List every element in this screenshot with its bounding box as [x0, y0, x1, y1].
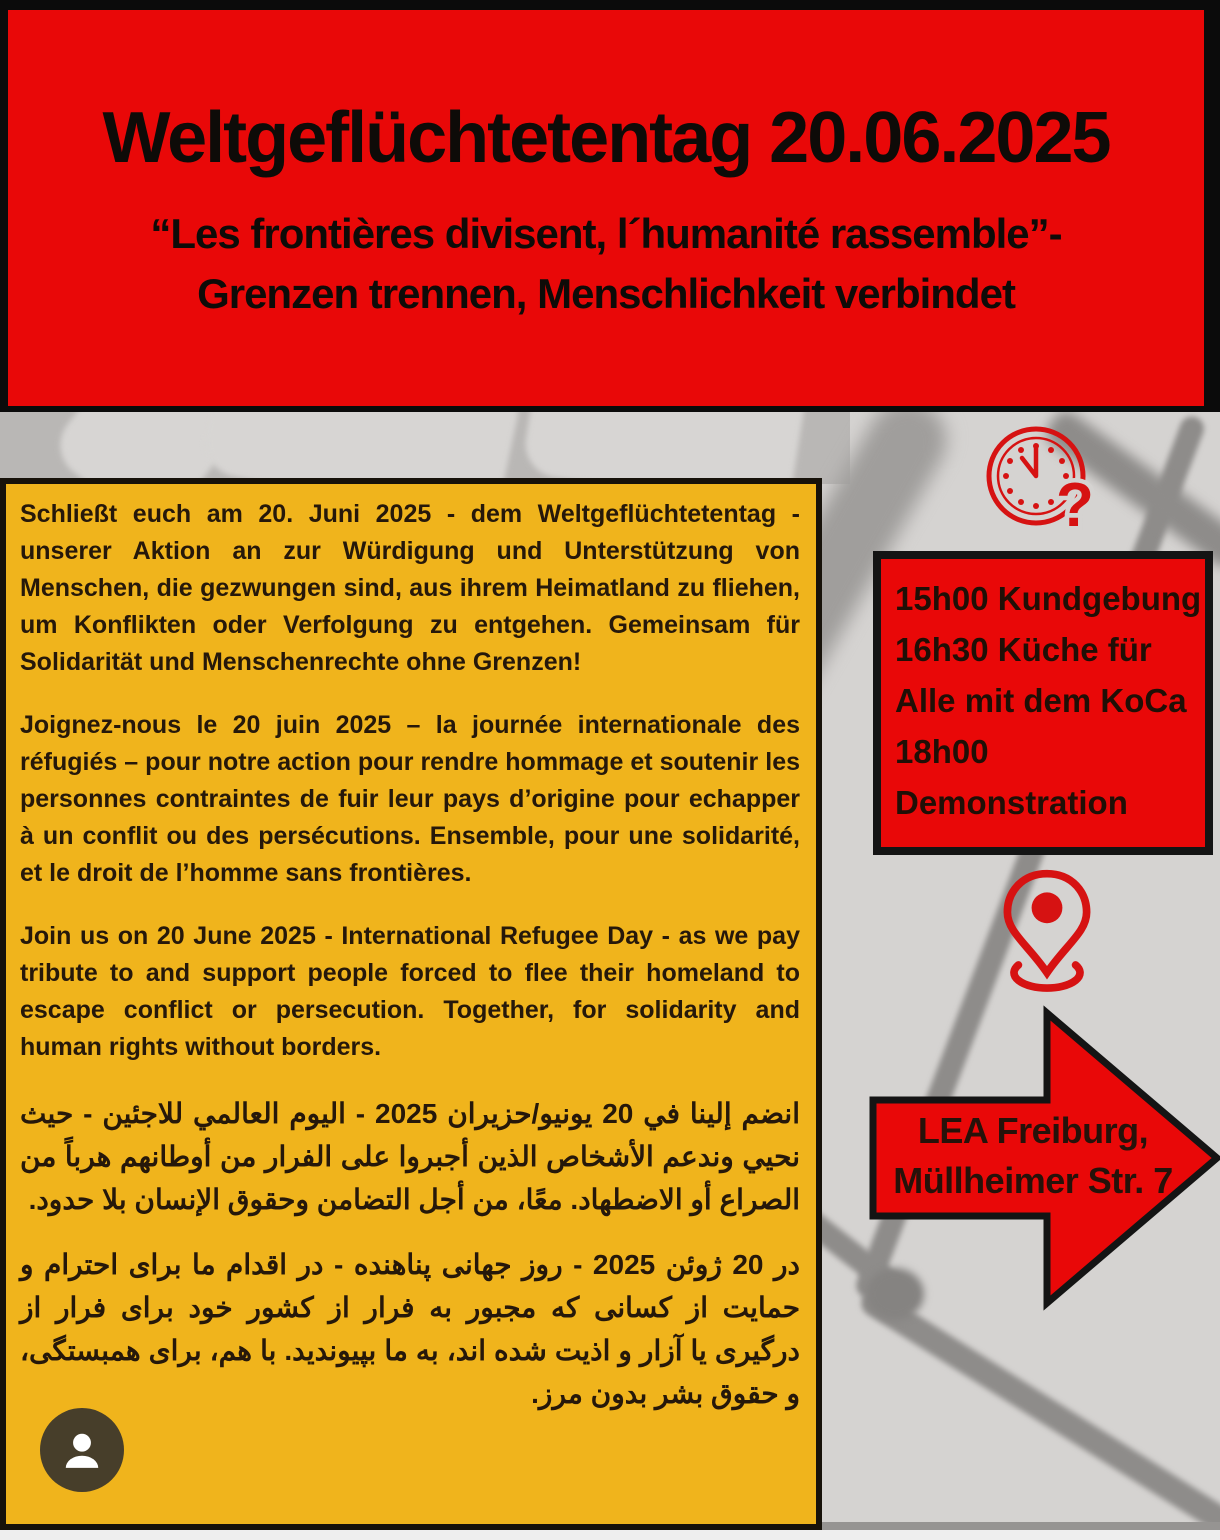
poster-title: Weltgeflüchtetentag 20.06.2025 — [102, 98, 1110, 178]
person-avatar-icon — [56, 1424, 108, 1476]
schedule-line-5: Demonstration — [895, 784, 1128, 821]
location-line-2: Müllheimer Str. 7 — [893, 1160, 1173, 1201]
subtitle-line-2: Grenzen trennen, Menschlichkeit verbindet — [197, 270, 1015, 317]
paragraph-french: Joignez-nous le 20 juin 2025 – la journée internationale des réfugiés – pour notre action pour rendre hommage et soutenir les personnes contraintes de fuir leur pays d’origine pour echapper à un conflit ou des persécutions. Ensemble, pour une solidarité, et le droit de l’homme sans frontières. — [20, 711, 800, 887]
schedule-line-3: Alle mit dem KoCa — [895, 682, 1187, 719]
paragraph-english: Join us on 20 June 2025 - International Refugee Day - as we pay tribute to and support people forced to flee their homeland to escape conflict or persecution. Together, for solidarity and human rights without borders. — [20, 922, 800, 1061]
paragraph-arabic: انضم إلينا في 20 يونيو/حزيران 2025 - اليوم العالمي للاجئين - حيث نحيي وندعم الأشخاص الذين أجبروا على الفرار من أوطانهم هرباً من الصراع أو الاضطهاد. معًا، من أجل التضامن وحقوق الإنسان بلا حدود. — [20, 1098, 800, 1215]
schedule-line-1: 15h00 Kundgebung — [895, 580, 1202, 617]
svg-text:?: ? — [1056, 471, 1094, 540]
profile-avatar[interactable] — [40, 1408, 124, 1492]
schedule-line-2: 16h30 Küche für — [895, 631, 1152, 668]
info-box — [0, 478, 822, 1530]
subtitle-line-1: “Les frontières divisent, l´humanité rassemble”- — [150, 210, 1062, 257]
paragraph-farsi: در 20 ژوئن 2025 - روز جهانی پناهنده - در اقدام ما برای احترام و حمایت از کسانی که مجبور به فرار از کشور خود برای فرار از درگیری یا آزار و اذیت شده اند، به ما بپیوندید. با هم، برای همبستگی، و حقوق بشر بدون مرز. — [20, 1249, 801, 1409]
location-label — [866, 1106, 1200, 1206]
bottom-strip — [0, 1530, 1220, 1540]
location-line-1: LEA Freiburg, — [917, 1110, 1149, 1151]
schedule-box — [873, 551, 1213, 855]
schedule-line-4: 18h00 — [895, 733, 989, 770]
header-banner — [8, 10, 1204, 406]
poster-subtitle — [8, 204, 1204, 324]
location-pin-icon — [992, 866, 1102, 998]
clock-question-icon — [980, 420, 1110, 550]
paragraph-german: Schließt euch am 20. Juni 2025 - dem Weltgeflüchtetentag - unserer Aktion an zur Würdigung und Unterstützung von Menschen, die gezwungen sind, aus ihrem Heimatland zu fliehen, um Konflikten oder Verfolgung zu entgehen. Gemeinsam für Solidarität und Menschenrechte ohne Grenzen! — [20, 500, 800, 676]
fence-wire — [857, 1285, 1220, 1530]
